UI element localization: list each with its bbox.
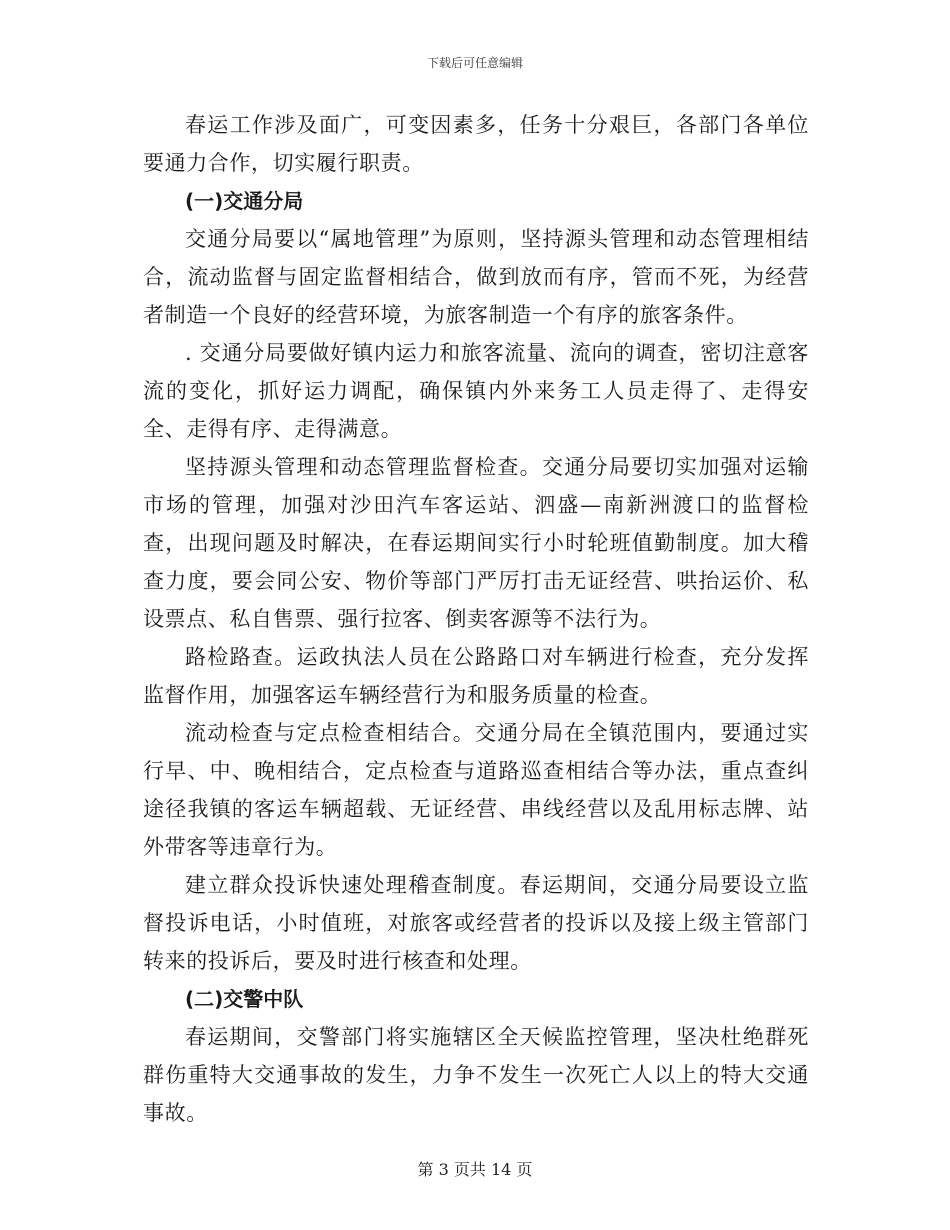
paragraph-passenger-flow-survey: . 交通分局要做好镇内运力和旅客流量、流向的调查，密切注意客流的变化，抓好运力调配，确保镇内外来务工人员走得了、走得安全、走得有序、走得满意。 [143, 341, 809, 441]
page-number: 第 3 页共 14 页 [417, 1160, 533, 1179]
paragraph-mobile-fixed-inspection: 流动检查与定点检查相结合。交通分局在全镇范围内，要通过实行早、中、晚相结合，定点检查与道路巡查相结合等办法，重点查纠途径我镇的客运车辆超载、无证经营、串线经营以及乱用标志牌、站外带客等违章行为。 [143, 721, 809, 859]
page-header-note: 下载后可任意编辑 [426, 56, 523, 70]
section-heading-traffic-bureau: (一)交通分局 [185, 189, 304, 213]
document-body [143, 106, 809, 1132]
paragraph-road-inspection: 路检路查。运政执法人员在公路路口对车辆进行检查，充分发挥监督作用，加强客运车辆经营行为和服务质量的检查。 [143, 645, 809, 707]
paragraph-territorial-management: 交通分局要以“属地管理”为原则，坚持源头管理和动态管理相结合，流动监督与固定监督相结合，做到放而有序，管而不死，为经营者制造一个良好的经营环境，为旅客制造一个有序的旅客条件。 [143, 227, 809, 327]
paragraph-source-management: 坚持源头管理和动态管理监督检查。交通分局要切实加强对运输市场的管理，加强对沙田汽车客运站、泗盛—南新洲渡口的监督检查，出现问题及时解决，在春运期间实行小时轮班值勤制度。加大稽查力度，要会同公安、物价等部门严厉打击无证经营、哄抬运价、私设票点、私自售票、强行拉客、倒卖客源等不法行为。 [143, 455, 809, 631]
paragraph-intro: 春运工作涉及面广，可变因素多，任务十分艰巨，各部门各单位要通力合作，切实履行职责。 [143, 113, 809, 175]
paragraph-complaint-system: 建立群众投诉快速处理稽查制度。春运期间，交通分局要设立监督投诉电话，小时值班，对旅客或经营者的投诉以及接上级主管部门转来的投诉后，要及时进行核查和处理。 [143, 873, 809, 973]
section-heading-traffic-police: (二)交警中队 [185, 987, 304, 1011]
paragraph-traffic-police-monitoring: 春运期间，交警部门将实施辖区全天候监控管理，坚决杜绝群死群伤重特大交通事故的发生，力争不发生一次死亡人以上的特大交通事故。 [143, 1025, 809, 1125]
